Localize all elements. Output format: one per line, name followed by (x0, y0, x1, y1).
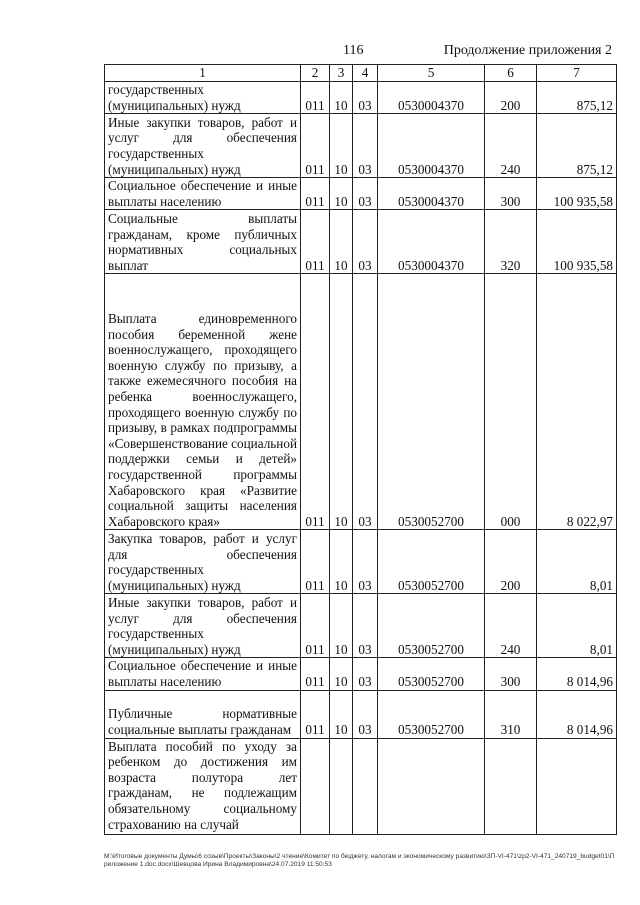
header-cell: 2 (301, 65, 330, 82)
appendix-continuation-label: Продолжение приложения 2 (443, 43, 612, 58)
subsection-code-cell: 03 (353, 82, 378, 114)
document-path-footer: М:\Итоговые документы Думы\6 созыв\Проекты\Законы\2 чтение\Комитет по бюджету, налогам и экономическому развитию\ЗП-VI-471\zp2-VI-471_240719_budget01\Приложение 1.doc.docx\Шевцова Ирина Владимировна\24.07.2019 11:50:53 (104, 853, 615, 868)
amount-cell: 8 014,96 (537, 658, 617, 690)
section-code-cell (330, 738, 353, 834)
item-name-cell: Социальные выплаты гражданам, кроме публичных нормативных социальных выплат (105, 210, 301, 274)
amount-cell: 875,12 (537, 114, 617, 178)
item-name-cell: Социальное обеспечение и иные выплаты населению (105, 658, 301, 690)
header-cell: 4 (353, 65, 378, 82)
amount-cell: 875,12 (537, 82, 617, 114)
table-header-row (105, 65, 617, 82)
section-code-cell: 10 (330, 210, 353, 274)
budget-table (104, 64, 617, 835)
table-row (105, 690, 617, 738)
table-row (105, 114, 617, 178)
item-name-cell: Закупка товаров, работ и услуг для обеспечения государственных (муниципальных) нужд (105, 530, 301, 594)
ministry-code-cell: 011 (301, 530, 330, 594)
amount-cell: 100 935,58 (537, 178, 617, 210)
target-article-cell: 0530052700 (378, 690, 485, 738)
header-cell: 3 (330, 65, 353, 82)
expense-type-cell: 320 (485, 210, 537, 274)
table-row (105, 178, 617, 210)
section-code-cell: 10 (330, 178, 353, 210)
expense-type-cell: 200 (485, 82, 537, 114)
expense-type-cell: 200 (485, 530, 537, 594)
subsection-code-cell: 03 (353, 210, 378, 274)
item-name-cell: Иные закупки товаров, работ и услуг для обеспечения государственных (муниципальных) нужд (105, 594, 301, 658)
expense-type-cell: 300 (485, 658, 537, 690)
item-name-cell: государственных (муниципальных) нужд (105, 82, 301, 114)
target-article-cell: 0530052700 (378, 274, 485, 530)
target-article-cell: 0530052700 (378, 658, 485, 690)
item-name-cell: Социальное обеспечение и иные выплаты населению (105, 178, 301, 210)
expense-type-cell: 300 (485, 178, 537, 210)
amount-cell: 8 022,97 (537, 274, 617, 530)
target-article-cell: 0530004370 (378, 114, 485, 178)
ministry-code-cell: 011 (301, 210, 330, 274)
subsection-code-cell: 03 (353, 530, 378, 594)
expense-type-cell: 310 (485, 690, 537, 738)
ministry-code-cell: 011 (301, 82, 330, 114)
section-code-cell: 10 (330, 274, 353, 530)
target-article-cell: 0530004370 (378, 178, 485, 210)
ministry-code-cell: 011 (301, 658, 330, 690)
table-row (105, 530, 617, 594)
section-code-cell: 10 (330, 658, 353, 690)
ministry-code-cell (301, 738, 330, 834)
section-code-cell: 10 (330, 82, 353, 114)
target-article-cell: 0530052700 (378, 530, 485, 594)
table-row (105, 210, 617, 274)
section-code-cell: 10 (330, 530, 353, 594)
page-number: 116 (343, 43, 364, 58)
table-row (105, 594, 617, 658)
amount-cell: 8 014,96 (537, 690, 617, 738)
subsection-code-cell: 03 (353, 178, 378, 210)
header-cell: 6 (485, 65, 537, 82)
subsection-code-cell: 03 (353, 658, 378, 690)
subsection-code-cell: 03 (353, 114, 378, 178)
ministry-code-cell: 011 (301, 178, 330, 210)
header-cell: 5 (378, 65, 485, 82)
header-cell: 1 (105, 65, 301, 82)
item-name-cell: Выплата пособий по уходу за ребенком до достижения им возраста полутора лет гражданам, не подлежащим обязательному социальному страхованию на случай (105, 738, 301, 834)
amount-cell: 8,01 (537, 530, 617, 594)
target-article-cell (378, 738, 485, 834)
amount-cell: 8,01 (537, 594, 617, 658)
target-article-cell: 0530004370 (378, 82, 485, 114)
subsection-code-cell: 03 (353, 594, 378, 658)
amount-cell: 100 935,58 (537, 210, 617, 274)
item-name-cell: Иные закупки товаров, работ и услуг для обеспечения государственных (муниципальных) нужд (105, 114, 301, 178)
subsection-code-cell (353, 738, 378, 834)
amount-cell (537, 738, 617, 834)
table-row (105, 82, 617, 114)
target-article-cell: 0530004370 (378, 210, 485, 274)
expense-type-cell (485, 738, 537, 834)
table-row (105, 658, 617, 690)
subsection-code-cell: 03 (353, 690, 378, 738)
ministry-code-cell: 011 (301, 690, 330, 738)
item-name-cell: Публичные нормативные социальные выплаты гражданам (105, 690, 301, 738)
header-cell: 7 (537, 65, 617, 82)
expense-type-cell: 000 (485, 274, 537, 530)
table-row (105, 274, 617, 530)
ministry-code-cell: 011 (301, 594, 330, 658)
expense-type-cell: 240 (485, 594, 537, 658)
section-code-cell: 10 (330, 690, 353, 738)
ministry-code-cell: 011 (301, 274, 330, 530)
target-article-cell: 0530052700 (378, 594, 485, 658)
section-code-cell: 10 (330, 594, 353, 658)
item-name-cell: Выплата единовременного пособия беременной жене военнослужащего, проходящего военную службу по призыву, а также ежемесячного пособия на ребенка военнослужащего, проходящего военную службу по призыву, в рамках подпрограммы «Совершенствование социальной поддержки семьи и детей» государственной программы Хабаровского края «Развитие социальной защиты населения Хабаровского края» (105, 274, 301, 530)
table-row (105, 738, 617, 834)
ministry-code-cell: 011 (301, 114, 330, 178)
expense-type-cell: 240 (485, 114, 537, 178)
subsection-code-cell: 03 (353, 274, 378, 530)
section-code-cell: 10 (330, 114, 353, 178)
